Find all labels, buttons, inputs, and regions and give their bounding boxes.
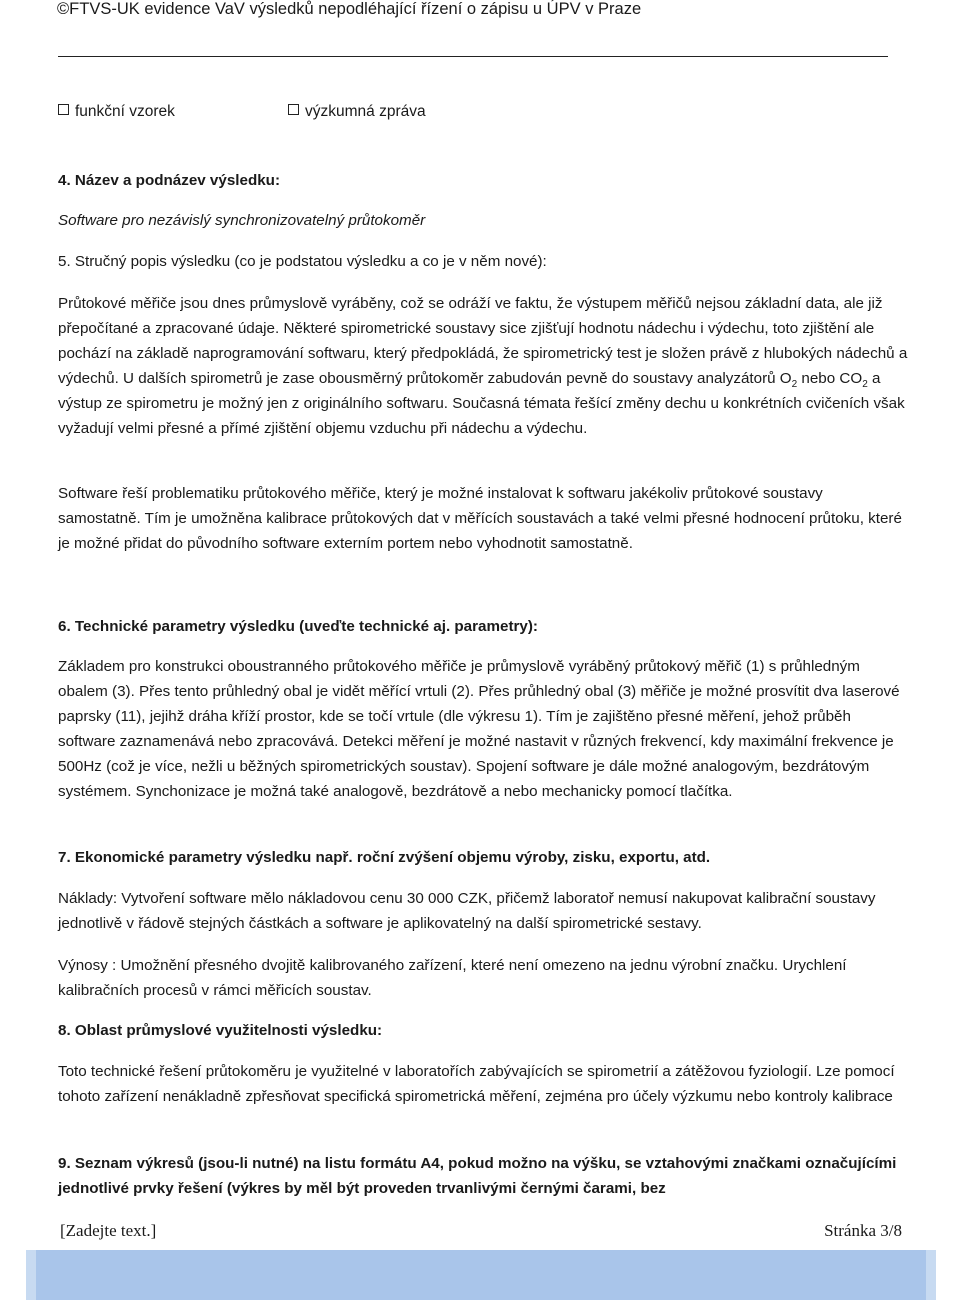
section-6-heading: 6. Technické parametry výsledku (uveďte technické aj. parametry):	[58, 618, 538, 635]
section-8-heading: 8. Oblast průmyslové využitelnosti výsledku:	[58, 1022, 383, 1039]
footer-page-number: Stránka 3/8	[824, 1221, 902, 1240]
checkbox-icon[interactable]	[58, 104, 69, 115]
section-7-costs: Náklady: Vytvoření software mělo nákladovou cenu 30 000 CZK, přičemž laboratoř nemusí nakupovat kalibrační soustavy jednotlivě v řádově stejných částkách a software je aplikovatelný na další spirometrické sestavy.	[58, 890, 876, 932]
checkbox-label: funkční vzorek	[75, 103, 175, 120]
section-5-paragraph-1: Průtokové měřiče jsou dnes průmyslově vyráběny, což se odráží ve faktu, že výstupem měřičů nejsou základní data, ale již přepočítané a zpracované údaje. Některé spirometrické soustavy sice zjišťují hodnotu nádechu i výdechu, toto zjištění ale pochází na základě naprogramování softwaru, který předpokládá, že spirometrický test je složen právě z hlubokých nádechů a výdechů. U dalších spirometrů je zase obousměrný průtokoměr zabudován pevně do soustavy analyzátorů $O_2$ nebo $CO_2$ a výstup ze spirometru je možný jen z originálního softwaru. Současná témata řešící změny dechu u konkrétních cvičeních však vyžadují velmi přesné a přímé zjištění objemu vzduchu při nádechu a výdechu.	[58, 295, 908, 437]
footer-bar-inner	[36, 1250, 926, 1300]
section-5-paragraph-2: Software řeší problematiku průtokového měřiče, který je možné instalovat k softwaru jakékoliv průtokové soustavy samostatně. Tím je umožněna kalibrace průtokových dat v měřících soustavách a také velmi přesné hodnocení průtoku, které je možné přidat do původního software externím portem nebo vyhodnotit samostatně.	[58, 485, 902, 552]
section-9-heading: 9. Seznam výkresů (jsou-li nutné) na listu formátu A4, pokud možno na výšku, se vztahovými značkami označujícími jednotlivé prvky řešení (výkres by měl být proveden trvanlivými černými čarami, bez	[58, 1155, 897, 1197]
section-7-revenues: Výnosy : Umožnění přesného dvojitě kalibrovaného zařízení, které není omezeno na jednu výrobní značku. Urychlení kalibračních procesů v rámci měřicích soustav.	[58, 957, 847, 999]
section-6-paragraph: Základem pro konstrukci oboustranného průtokového měřiče je průmyslově vyráběný průtokový měřič (1) s průhledným obalem (3). Přes tento průhledný obal je vidět měřící vrtuli (2). Přes průhledný obal (3) měřiče je možné prosvítit dva laserové paprsky (11), jejihž dráha kříží prostor, kde se točí vrtule (dle výkresu 1). Tím je zajištěno přesné měření, jehož průběh software zaznamenává nebo zpracovává. Detekci měření je možné nastavit v různých frekvencí, kdy maximální frekvence je 500Hz (což je více, nežli u běžných spirometrických soustav). Spojení software je dále možné analogovým, bezdrátovým systémem. Synchonizace je možná také analogově, bezdrátově a nebo mechanicky pomocí tlačítka.	[58, 658, 900, 800]
page-header-title: ©FTVS-UK evidence VaV výsledků nepodléhající řízení o zápisu u ÚPV v Praze	[57, 0, 642, 18]
section-5-heading: 5. Stručný popis výsledku (co je podstatou výsledku a co je v něm nové):	[58, 253, 547, 270]
checkbox-icon[interactable]	[288, 104, 299, 115]
section-4-value: Software pro nezávislý synchronizovatelný průtokoměr	[58, 212, 426, 229]
checkbox-label: výzkumná zpráva	[305, 103, 426, 120]
section-8-paragraph: Toto technické řešení průtokoměru je využitelné v laboratořích zabývajících se spirometrií a zátěžovou fyziologií. Lze pomocí tohoto zařízení nenákladně zpřesňovat specifická spirometrická měření, zejména pro účely výzkumu nebo kontroly kalibrace	[58, 1063, 895, 1105]
section-4-heading: 4. Název a podnázev výsledku:	[58, 172, 280, 189]
header-rule	[58, 56, 888, 57]
section-7-heading: 7. Ekonomické parametry výsledku např. roční zvýšení objemu výroby, zisku, exportu, atd.	[58, 849, 711, 866]
footer-placeholder-text[interactable]: [Zadejte text.]	[60, 1221, 157, 1240]
checkbox-research-report[interactable]	[288, 103, 426, 121]
checkbox-functional-sample[interactable]	[58, 103, 175, 121]
